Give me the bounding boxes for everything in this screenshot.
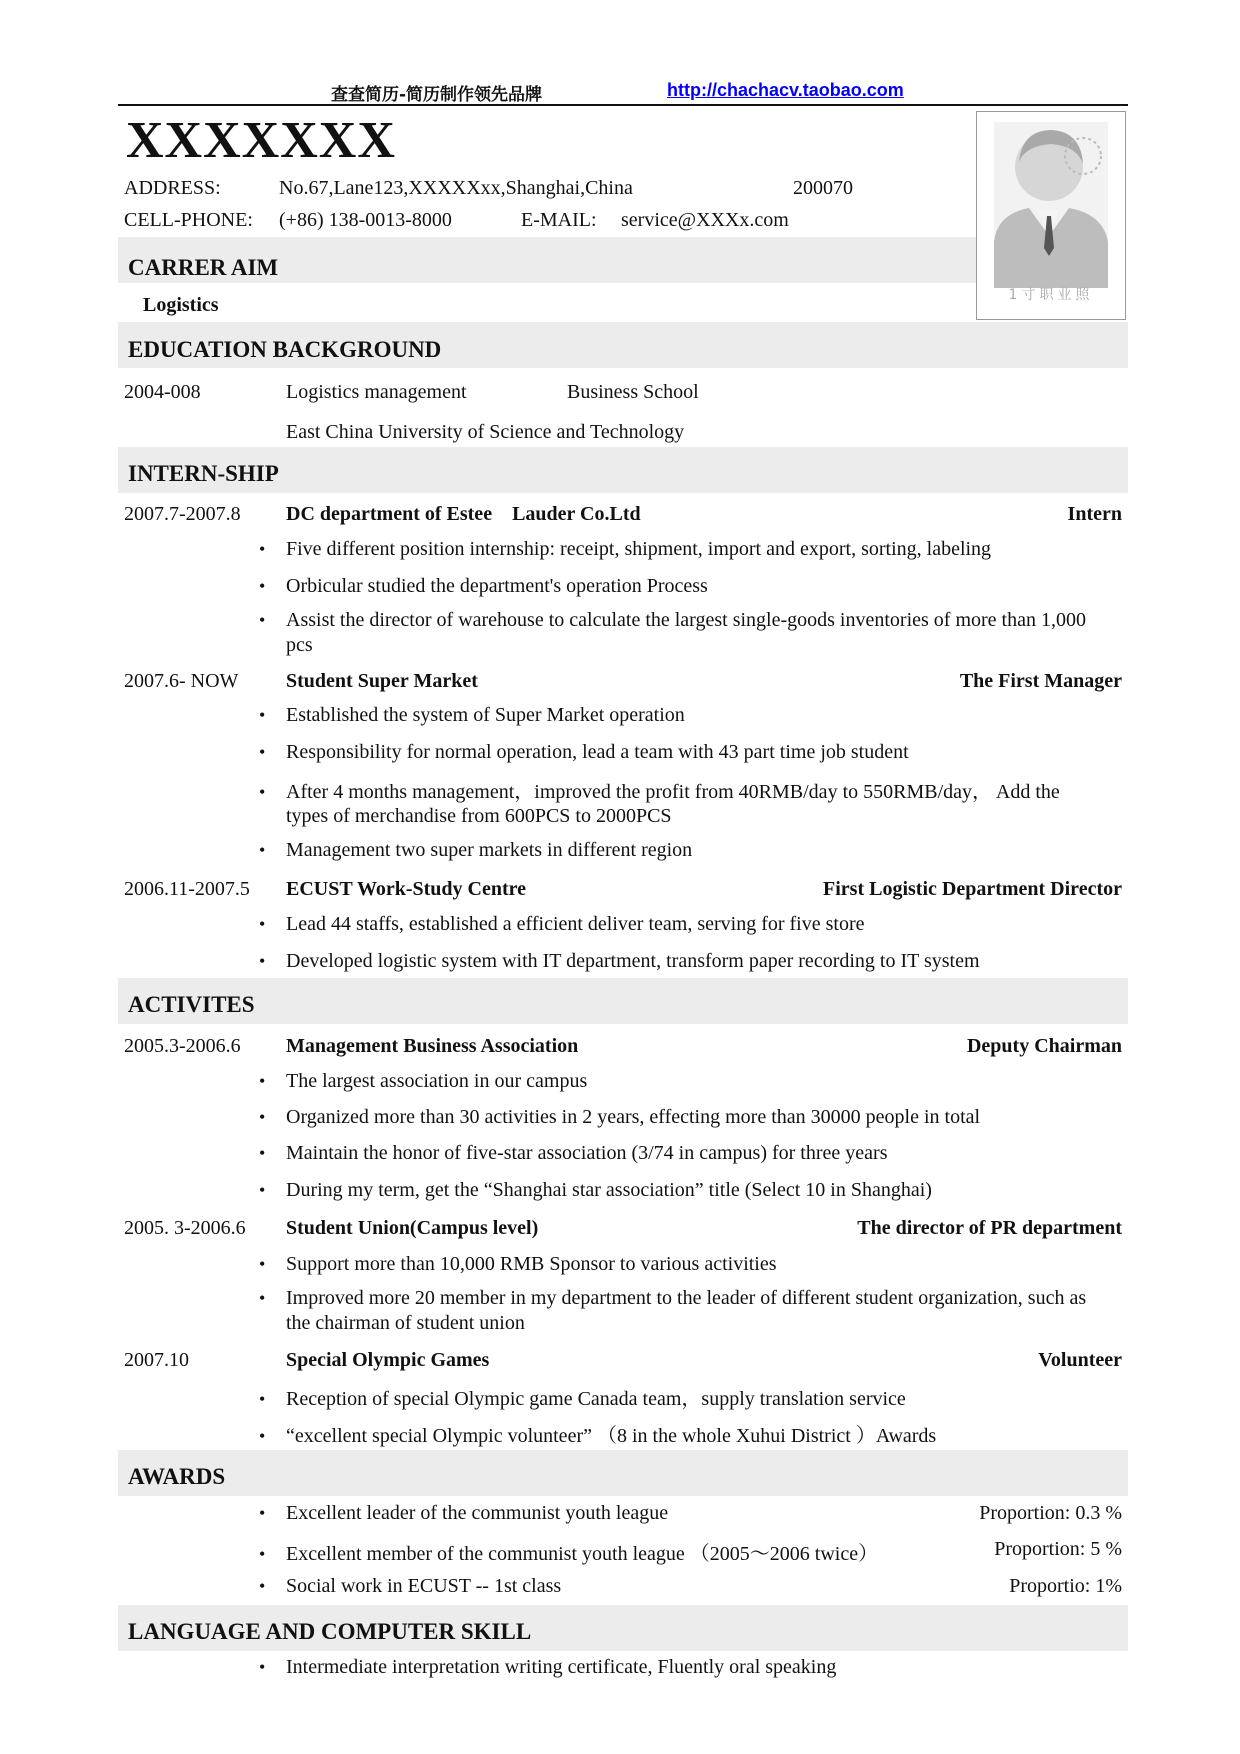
- list-item: • Intermediate interpretation writing certificate, Fluently oral speaking: [286, 1655, 836, 1679]
- list-item: • Maintain the honor of five-star association (3/74 in campus) for three years: [286, 1141, 887, 1165]
- entry-org: Student Union(Campus level): [286, 1217, 539, 1239]
- photo-caption: 1寸职业照: [1008, 287, 1094, 303]
- awards-band: [118, 1450, 1128, 1496]
- list-item: • Excellent member of the communist youth league （2005～2006 twice）: [286, 1542, 878, 1566]
- entry-org: Management Business Association: [286, 1035, 579, 1057]
- career-title: CARRER AIM: [128, 255, 279, 280]
- header-link[interactable]: http://chachacv.taobao.com: [667, 80, 904, 100]
- list-item: • Improved more 20 member in my department to the leader of different student organization, such as: [286, 1286, 1086, 1310]
- activities-band: [118, 978, 1128, 1024]
- list-item: • Reception of special Olympic game Canada team，supply translation service: [286, 1387, 906, 1411]
- photo-placeholder: [976, 111, 1126, 320]
- entry-date: 2007.7-2007.8: [124, 503, 241, 525]
- awards-title: AWARDS: [128, 1464, 226, 1489]
- list-item: • Organized more than 30 activities in 2 years, effecting more than 30000 people in total: [286, 1105, 980, 1129]
- phone-value: (+86) 138-0013-8000: [279, 209, 452, 231]
- entry-date: 2007.10: [124, 1349, 189, 1371]
- list-item-continuation: types of merchandise from 600PCS to 2000PCS: [286, 805, 672, 827]
- skills-title: LANGUAGE AND COMPUTER SKILL: [128, 1619, 532, 1644]
- entry-role: The director of PR department: [857, 1217, 1122, 1239]
- list-item: • Social work in ECUST -- 1st class: [286, 1574, 561, 1598]
- list-item: • Management two super markets in different region: [286, 838, 692, 862]
- list-item: • Orbicular studied the department's operation Process: [286, 574, 708, 598]
- list-item: • During my term, get the “Shanghai star association” title (Select 10 in Shanghai): [286, 1178, 932, 1202]
- entry-role: Deputy Chairman: [966, 1035, 1122, 1057]
- entry-role: First Logistic Department Director: [823, 878, 1122, 900]
- address-label: ADDRESS:: [124, 177, 221, 199]
- entry-org: Special Olympic Games: [286, 1349, 490, 1371]
- list-item: • Support more than 10,000 RMB Sponsor to various activities: [286, 1252, 777, 1276]
- education-date: 2004-008: [124, 381, 201, 403]
- list-item: • Excellent leader of the communist youth league: [286, 1501, 668, 1525]
- education-school-unit: Business School: [567, 381, 699, 403]
- list-item: • “excellent special Olympic volunteer” （8 in the whole Xuhui District ）Awards: [286, 1424, 936, 1448]
- email-label: E-MAIL:: [521, 209, 597, 231]
- list-item: • The largest association in our campus: [286, 1069, 587, 1093]
- list-item: • After 4 months management，improved the profit from 40RMB/day to 550RMB/day， Add the: [286, 780, 1060, 804]
- award-proportion: Proportion: 0.3 %: [979, 1502, 1122, 1524]
- award-proportion: Proportio: 1%: [1009, 1575, 1122, 1597]
- entry-date: 2006.11-2007.5: [124, 878, 250, 900]
- address-value: No.67,Lane123,XXXXXxx,Shanghai,China: [279, 177, 633, 199]
- header-divider: [118, 104, 1128, 106]
- list-item: • Developed logistic system with IT department, transform paper recording to IT system: [286, 949, 980, 973]
- entry-org: Student Super Market: [286, 670, 478, 692]
- activities-title: ACTIVITES: [128, 992, 255, 1017]
- entry-date: 2007.6- NOW: [124, 670, 239, 692]
- education-title: EDUCATION BACKGROUND: [128, 337, 442, 362]
- entry-date: 2005.3-2006.6: [124, 1035, 241, 1057]
- email-value: service@XXXx.com: [621, 209, 789, 231]
- internship-title: INTERN-SHIP: [128, 461, 279, 486]
- list-item-continuation: pcs: [286, 634, 313, 656]
- list-item: • Assist the director of warehouse to calculate the largest single-goods inventories of more than 1,000: [286, 608, 1086, 632]
- entry-date: 2005. 3-2006.6: [124, 1217, 246, 1239]
- list-item: • Lead 44 staffs, established a efficient deliver team, serving for five store: [286, 912, 865, 936]
- education-major: Logistics management: [286, 381, 467, 403]
- candidate-name: XXXXXXX: [126, 112, 396, 169]
- entry-org: ECUST Work-Study Centre: [286, 878, 527, 900]
- zip-code: 200070: [793, 177, 853, 199]
- list-item: • Five different position internship: receipt, shipment, import and export, sorting, labeling: [286, 537, 991, 561]
- list-item-continuation: the chairman of student union: [286, 1312, 525, 1334]
- entry-role: Intern: [1067, 503, 1122, 525]
- list-item: • Established the system of Super Market operation: [286, 703, 685, 727]
- entry-role: Volunteer: [1038, 1349, 1122, 1371]
- phone-label: CELL-PHONE:: [124, 209, 253, 231]
- education-university: East China University of Science and Technology: [286, 421, 685, 443]
- header-tagline: 查查简历-简历制作领先品牌: [331, 85, 543, 105]
- entry-org: DC department of Estee Lauder Co.Ltd: [286, 503, 641, 525]
- entry-role: The First Manager: [959, 670, 1122, 692]
- award-proportion: Proportion: 5 %: [994, 1538, 1122, 1560]
- list-item: • Responsibility for normal operation, lead a team with 43 part time job student: [286, 740, 909, 764]
- career-value: Logistics: [143, 294, 219, 316]
